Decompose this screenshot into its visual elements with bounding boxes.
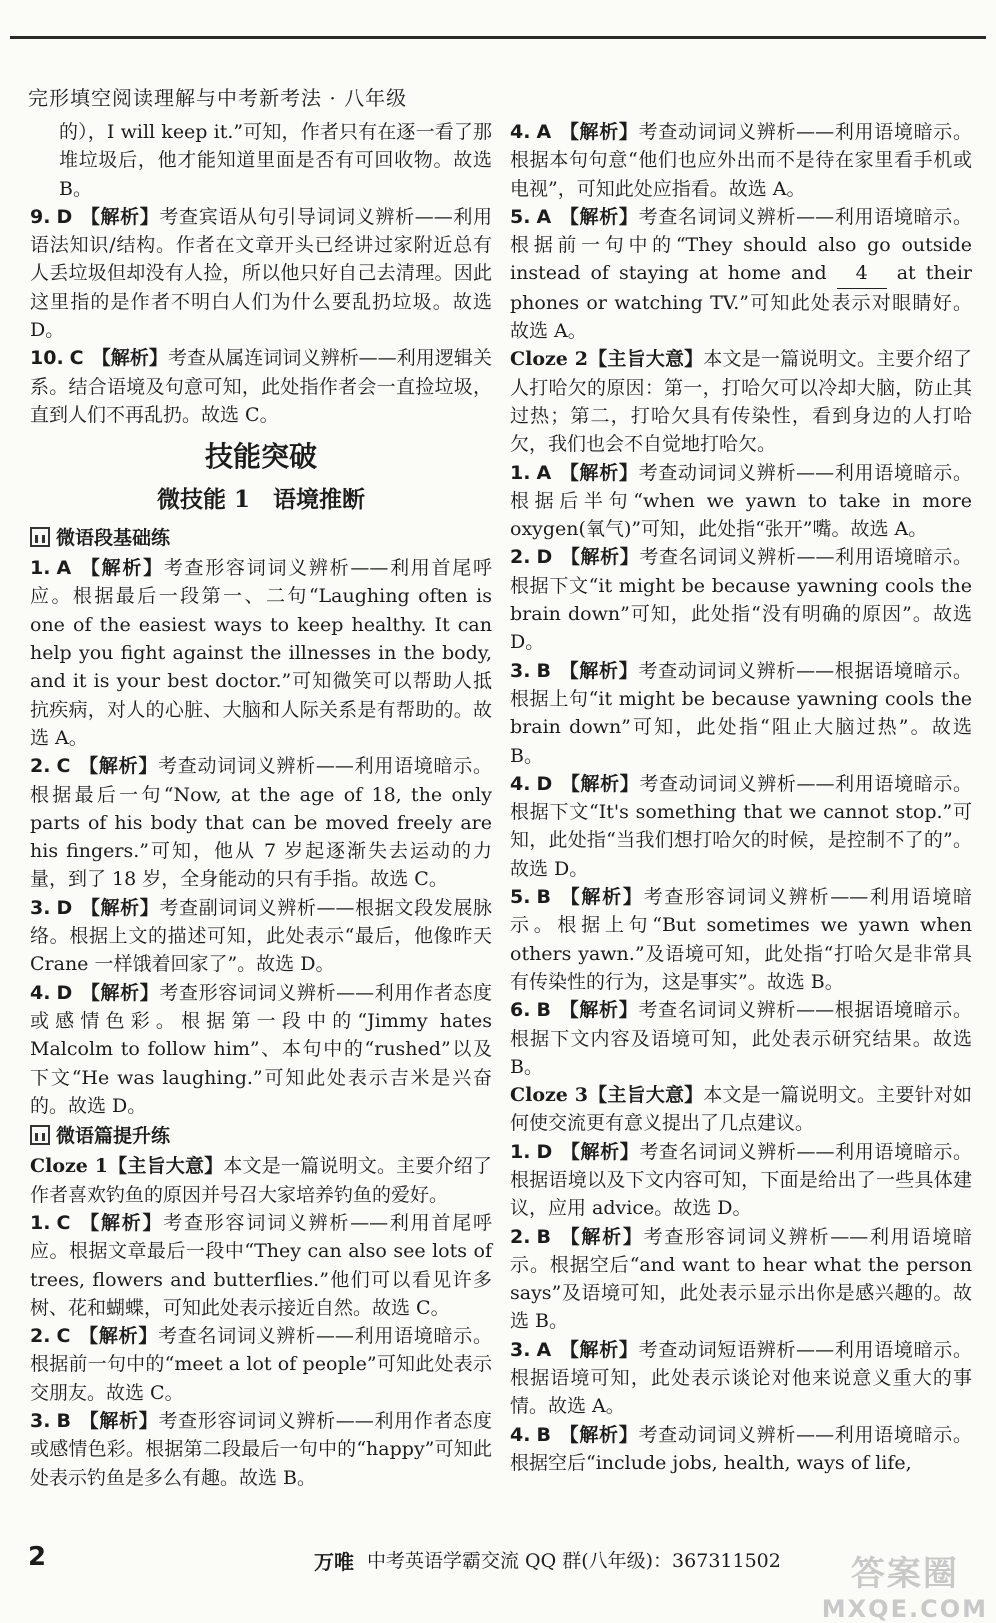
cloze-summary-text: 本文是一篇说明文。主要介绍了作者喜欢钓鱼的原因并号召大家培养钓鱼的爱好。	[30, 1155, 492, 1206]
answer-item	[30, 1209, 492, 1322]
item-text: 考查动词词义辨析——利用语境暗示。根据空后“include jobs, health, ways of life,	[510, 1423, 972, 1474]
item-number: 1.	[30, 557, 51, 580]
item-answer: A	[536, 121, 552, 143]
answer-item	[30, 554, 492, 752]
answer-item	[510, 543, 972, 656]
analysis-tag: 【解析】	[558, 999, 639, 1022]
answer-item	[510, 118, 972, 203]
item-text: 考查形容词词义辨析——利用作者态度或感情色彩。根据第二段最后一句中的“happy”可知此处表示钓鱼是多么有趣。故选 B。	[30, 1410, 492, 1489]
item-number: 2.	[30, 1325, 51, 1348]
item-answer: C	[56, 1325, 71, 1348]
analysis-tag: 【解析】	[560, 772, 640, 795]
item-text: 考查动词词义辨析——利用语境暗示。根据下文“It's something that we cannot stop.”可知，此处指“当我们想打哈欠的时候，是控制不了的”。故选 D。	[510, 772, 972, 880]
item-number: 3.	[30, 896, 51, 919]
item-answer: B	[536, 659, 551, 682]
item-answer: A	[56, 557, 72, 580]
item-number: 5.	[510, 205, 531, 228]
item-text: 考查动词短语辨析——利用语境暗示。根据语境可知，此处表示谈论对他来说意义重大的事情。故选 A。	[510, 1338, 972, 1418]
item-answer: A	[536, 1338, 552, 1361]
site-watermark	[822, 1546, 988, 1623]
answer-item	[510, 770, 972, 883]
left-column	[30, 118, 492, 1492]
item-text: 考查名词词义辨析——利用语境暗示。根据下文“it might be because yawning cools the brain down”可知，此处指“没有明确的原因”。故选 D。	[510, 546, 972, 654]
page-number: 2	[28, 1542, 47, 1572]
watermark-line: 答案圈	[850, 1554, 959, 1594]
item-number: 6.	[510, 999, 531, 1022]
answer-item	[30, 979, 492, 1120]
item-answer: C	[56, 1211, 71, 1234]
analysis-tag: 【解析】	[80, 896, 160, 919]
section-title: 技能突破	[204, 440, 317, 474]
answer-item	[510, 459, 972, 544]
item-text: 考查形容词词义辨析——利用首尾呼应。根据最后一段第一、二句“Laughing often is one of the easiest ways to keep healthy. It can help you fight against the illnesses in the body, and it is your best doctor.”可知微笑可以帮助人抵抗疾病，对人的心脏、大脑和人际关系是有帮助的。故选 A。	[30, 557, 492, 749]
brand-logo: 万唯	[314, 1550, 354, 1574]
answer-item	[510, 657, 972, 770]
item-answer: D	[536, 546, 553, 569]
analysis-tag: 【解析】	[559, 461, 639, 484]
watermark-url: MXQE.COM	[821, 1595, 988, 1623]
drill-label: 微语篇提升练	[56, 1125, 171, 1148]
item-text: 考查从属连词词义辨析——利用逻辑关系。结合语境及句意可知，此处指作者会一直捡垃圾，直到人们不再乱扔。故选 C。	[30, 347, 492, 426]
cloze-heading: Cloze 2【主旨大意】	[510, 348, 704, 371]
item-number: 4.	[510, 772, 531, 795]
item-number: 1.	[30, 1211, 51, 1234]
item-text: 的），I will keep it.”可知，作者只有在逐一看了那堆垃圾后，他才能知道里面是否有可回收物。故选 B。	[59, 121, 492, 200]
item-answer: B	[536, 1225, 551, 1248]
item-answer: B	[56, 1410, 71, 1433]
drill-heading	[30, 524, 492, 552]
analysis-tag: 【解析】	[558, 1225, 644, 1248]
analysis-tag: 【解析】	[78, 755, 159, 778]
chart-icon	[30, 1125, 50, 1145]
analysis-tag: 【解析】	[78, 1410, 159, 1433]
answer-item	[30, 752, 492, 893]
analysis-tag: 【解析】	[80, 205, 160, 228]
answer-item	[510, 1336, 972, 1421]
item-answer: B	[536, 999, 551, 1022]
item-number: 2.	[30, 755, 51, 778]
analysis-tag: 【解析】	[78, 1325, 159, 1348]
analysis-tag: 【解析】	[558, 886, 644, 909]
analysis-tag: 【解析】	[79, 557, 164, 580]
item-answer: B	[536, 1423, 551, 1446]
item-text: 考查名词词义辨析——利用语境暗示。根据前一句中的“They should also go outside instead of staying at home and	[510, 205, 972, 285]
item-text: 考查动词词义辨析——利用语境暗示。根据后半句“when we yawn to take in more oxygen(氧气)”可知，此处指“张开”嘴。故选 A。	[510, 461, 972, 541]
answer-item	[510, 883, 972, 996]
item-answer: B	[536, 886, 551, 909]
item-answer: D	[536, 1140, 553, 1163]
analysis-tag: 【解析】	[91, 347, 168, 370]
cloze-summary-text: 本文是一篇说明文。主要介绍了人打哈欠的原因：第一，打哈欠可以冷却大脑，防止其过热；第二，打哈欠具有传染性，看到身边的人打哈欠，我们也会不自觉地打哈欠。	[510, 348, 972, 456]
header-rule	[10, 36, 986, 39]
item-text: at their phones or watching TV.”可知此处表示对眼睛好。故选 A。	[510, 262, 973, 343]
item-answer: A	[536, 461, 552, 484]
item-number: 4.	[510, 121, 531, 143]
item-number: 2.	[510, 546, 531, 569]
analysis-tag: 【解析】	[559, 1338, 639, 1361]
answer-item	[30, 1407, 492, 1492]
drill-label: 微语段基础练	[56, 526, 171, 549]
answer-item	[30, 118, 492, 203]
item-number: 5.	[510, 886, 531, 909]
analysis-tag: 【解析】	[560, 1140, 640, 1163]
cloze-summary	[510, 345, 972, 458]
analysis-tag: 【解析】	[558, 1423, 639, 1446]
analysis-tag: 【解析】	[80, 981, 160, 1004]
blank-number: 4	[837, 259, 887, 288]
running-header: 完形填空阅读理解与中考新考法 · 八年级	[28, 86, 408, 110]
item-number: 3.	[30, 1410, 51, 1433]
item-text: 考查形容词词义辨析——利用语境暗示。根据空后“and want to hear what the person says”及语境可知，此处表示显示出你是感兴趣的。故选 B。	[510, 1225, 972, 1333]
item-text: 考查名词词义辨析——根据语境暗示。根据下文内容及语境可知，此处表示研究结果。故选 B。	[510, 999, 972, 1078]
analysis-tag: 【解析】	[559, 205, 639, 228]
cloze-summary	[510, 1081, 972, 1138]
item-text: 考查动词词义辨析——利用语境暗示。根据最后一句“Now, at the age of 18, the only parts of his body that can be moved freely are his fingers.”可知，他从 7 岁起逐渐失去运动的力量，到了 18 岁，全身能动的只有手指。故选 C。	[30, 755, 492, 891]
item-answer: D	[56, 981, 73, 1004]
analysis-tag: 【解析】	[560, 546, 640, 569]
answer-item	[30, 1322, 492, 1407]
item-answer: D	[56, 205, 73, 228]
answer-item	[30, 203, 492, 344]
footer-text: 中考英语学霸交流 QQ 群(八年级)：367311502	[367, 1550, 781, 1572]
item-answer: A	[536, 205, 552, 228]
item-text: 考查名词词义辨析——利用语境暗示。根据语境以及下文内容可知，下面是给出了一些具体建议，应用 advice。故选 D。	[510, 1140, 972, 1220]
analysis-tag: 【解析】	[558, 659, 639, 682]
cloze-summary	[30, 1152, 492, 1209]
item-number: 1.	[510, 1140, 531, 1163]
answer-item	[510, 203, 972, 345]
item-answer: C	[69, 347, 84, 370]
item-number: 4.	[510, 1423, 531, 1446]
item-answer: C	[56, 755, 71, 778]
item-answer: D	[56, 896, 73, 919]
item-text: 考查副词词义辨析——根据文段发展脉络。根据上文的描述可知，此处表示“最后，他像昨天 Crane 一样饿着回家了”。故选 D。	[30, 896, 492, 976]
sub-section-title: 微技能 1 语境推断	[156, 485, 365, 513]
item-text: 考查名词词义辨析——利用语境暗示。根据前一句中的“meet a lot of people”可知此处表示交朋友。故选 C。	[30, 1325, 492, 1404]
item-number: 1.	[510, 461, 531, 484]
analysis-tag: 【解析】	[78, 1211, 164, 1234]
item-text: 考查形容词词义辨析——利用首尾呼应。根据文章最后一段中“They can also see lots of trees, flowers and butterflies.”他们可以看见许多树、花和蝴蝶，可知此处表示接近自然。故选 C。	[30, 1211, 492, 1319]
item-answer: D	[536, 772, 553, 795]
item-text: 考查动词词义辨析——根据语境暗示。根据上句“it might be because yawning cools the brain down”可知，此处指“阻止大脑过热”。故选 B。	[510, 659, 972, 767]
item-text: 考查动词词义辨析——利用语境暗示。根据本句句意“他们也应外出而不是待在家里看手机或电视”，可知此处应指看。故选 A。	[510, 121, 972, 200]
item-number: 10.	[30, 347, 64, 370]
answer-item	[510, 1421, 972, 1478]
answer-item	[510, 996, 972, 1081]
item-number: 3.	[510, 659, 531, 682]
item-text: 考查形容词词义辨析——利用作者态度或感情色彩。根据第一段中的“Jimmy hates Malcolm to follow him”、本句中的“rushed”以及下文“He was laughing.”可知此处表示吉米是兴奋的。故选 D。	[30, 981, 492, 1117]
answer-item	[30, 894, 492, 979]
analysis-tag: 【解析】	[559, 121, 639, 143]
right-column	[510, 118, 972, 1477]
item-number: 4.	[30, 981, 51, 1004]
item-number: 9.	[30, 205, 51, 228]
answer-item	[510, 1223, 972, 1336]
cloze-heading: Cloze 1【主旨大意】	[30, 1155, 224, 1178]
answer-item	[30, 344, 492, 429]
drill-heading	[30, 1122, 492, 1150]
item-text: 考查宾语从句引导词词义辨析——利用语法知识/结构。作者在文章开头已经讲过家附近总有人丢垃圾但却没有人捡，所以他只好自己去清理。因此这里指的是作者不明白人们为什么要乱扔垃圾。故选 D。	[30, 205, 492, 342]
cloze-heading: Cloze 3【主旨大意】	[510, 1084, 704, 1107]
item-text: 考查形容词词义辨析——利用语境暗示。根据上句“But sometimes we yawn when others yawn.”及语境可知，此处指“打哈欠是非常具有传染性的行为，这是事实”。故选 B。	[510, 886, 972, 993]
item-number: 2.	[510, 1225, 531, 1248]
cloze-summary-text: 本文是一篇说明文。主要针对如何使交流更有意义提出了几点建议。	[510, 1084, 972, 1135]
chart-icon	[30, 527, 50, 547]
answer-item	[510, 1138, 972, 1223]
item-number: 3.	[510, 1338, 531, 1361]
